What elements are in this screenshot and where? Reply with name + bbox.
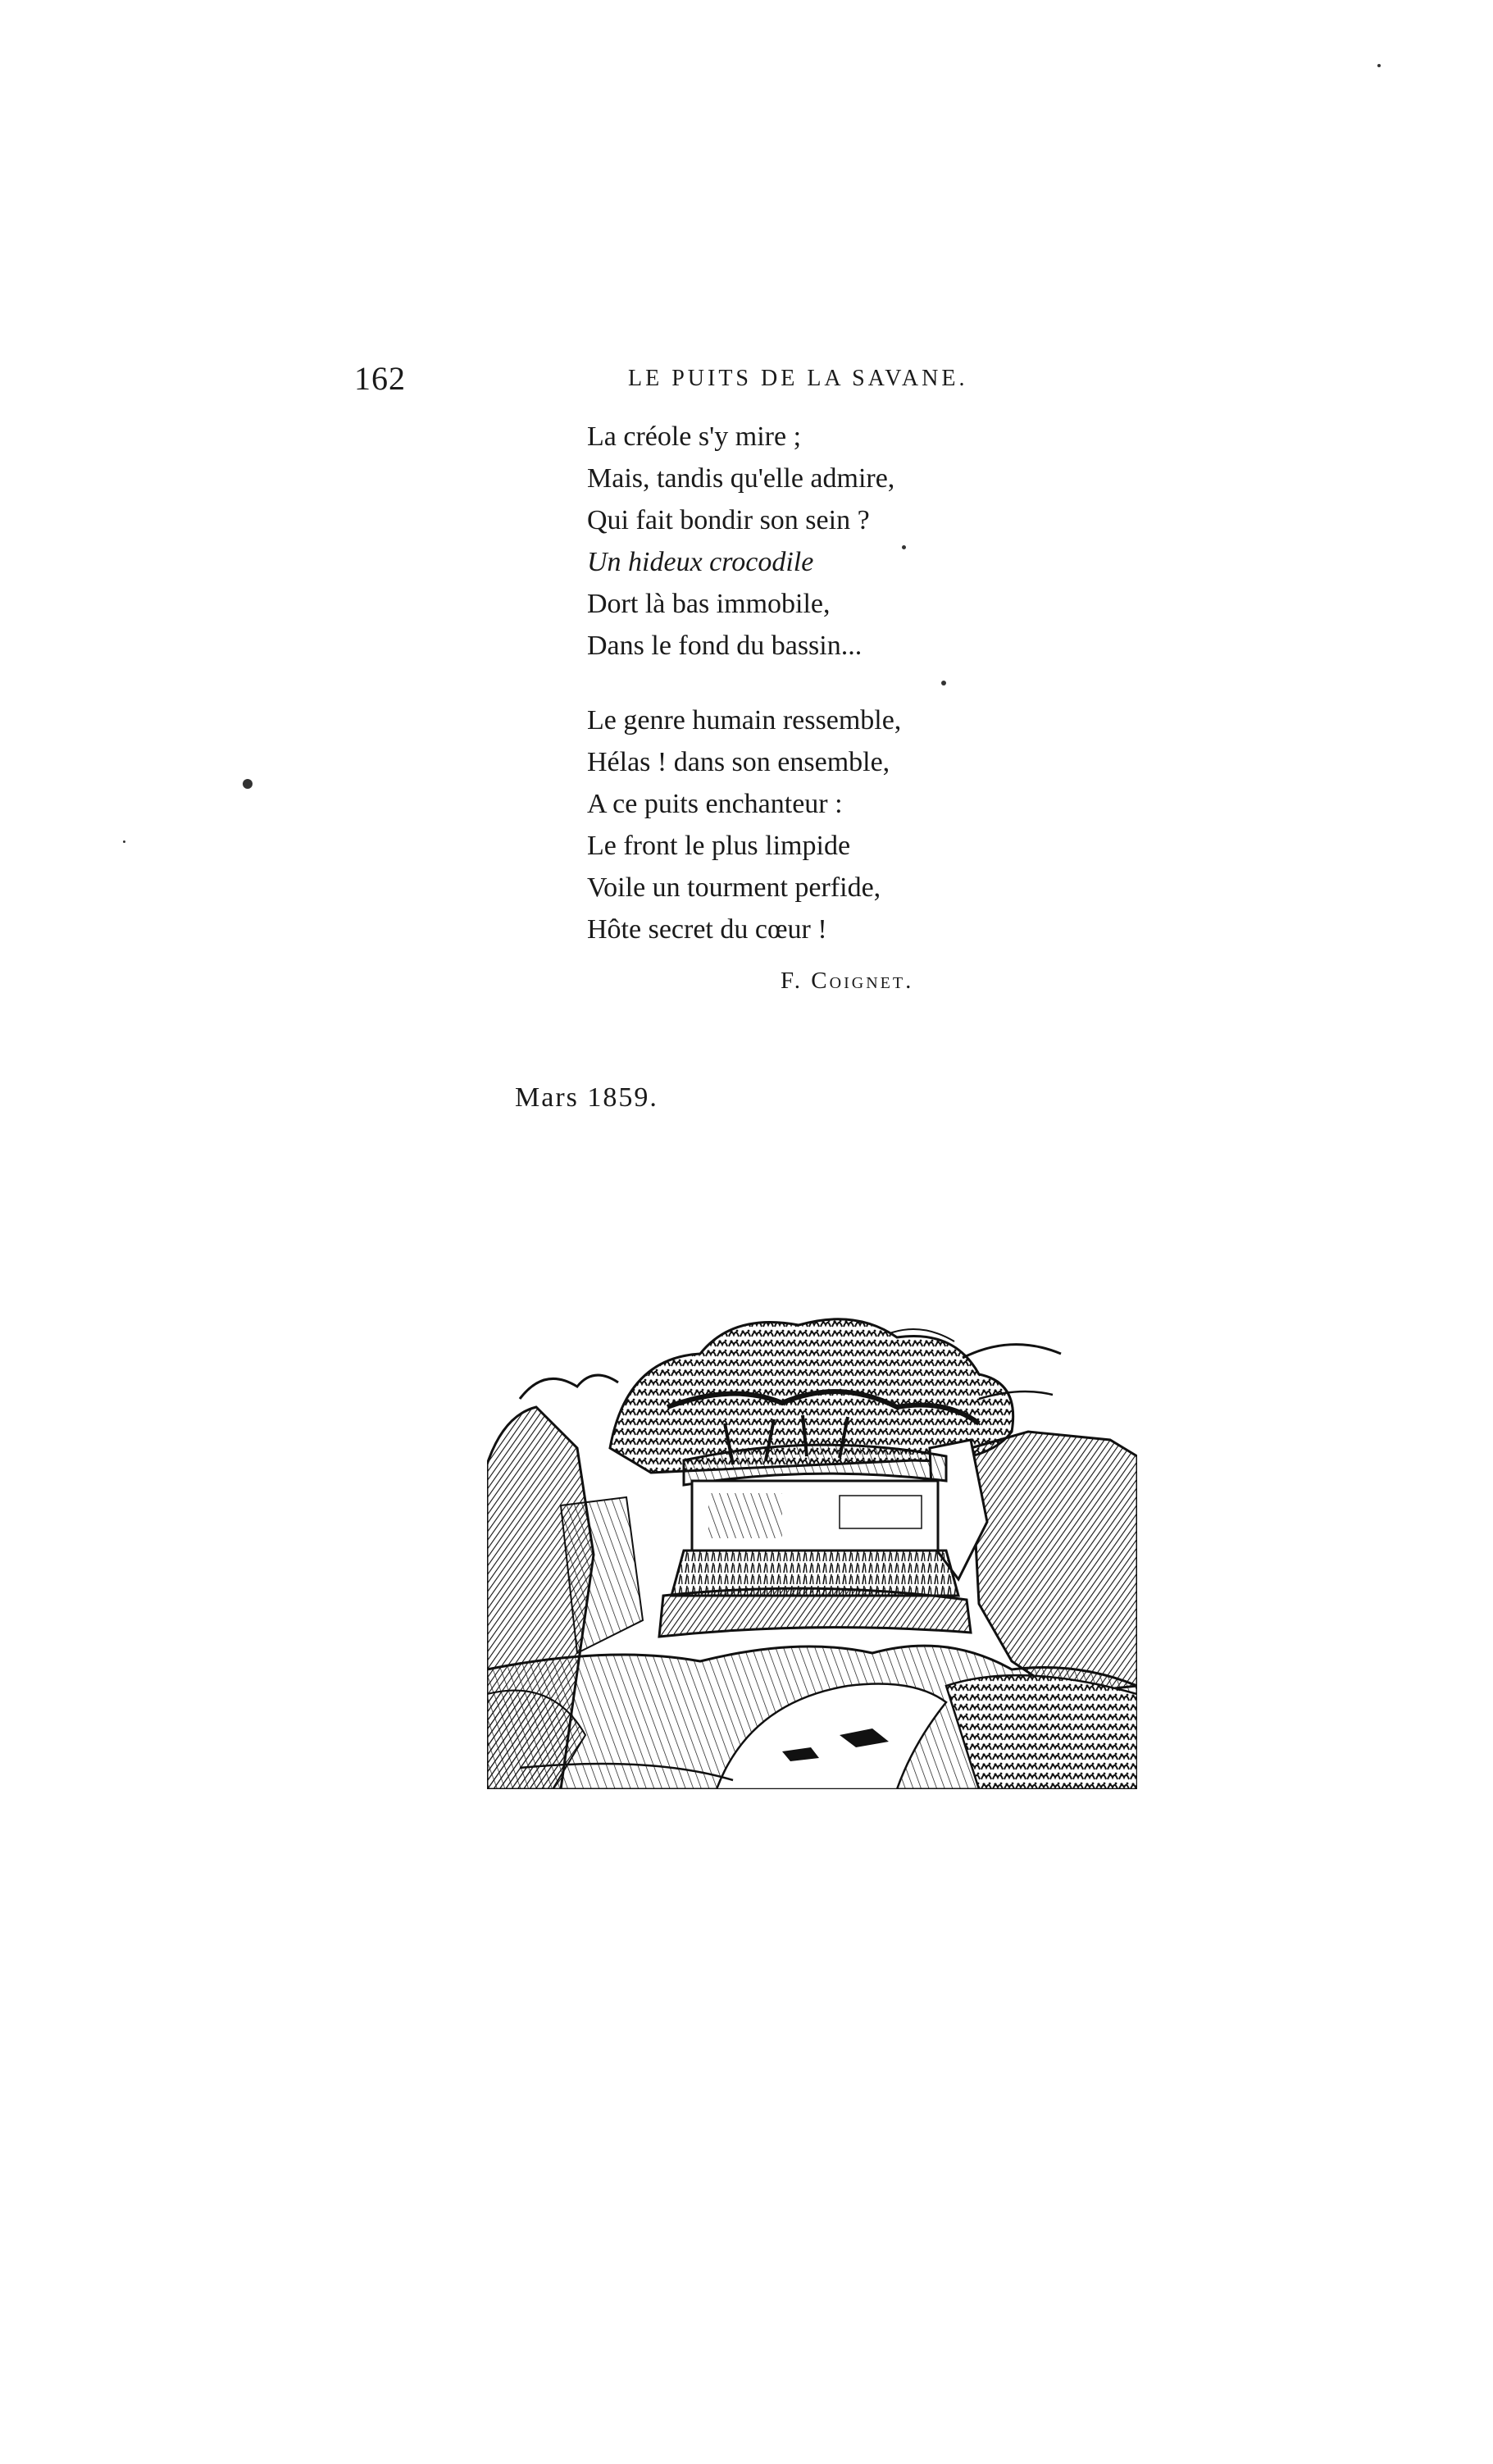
- cloud-stroke: [520, 1375, 618, 1399]
- verse-line: Dans le fond du bassin...: [587, 631, 863, 661]
- well-basin: [659, 1588, 971, 1637]
- verse-line: Mais, tandis qu'elle admire,: [587, 463, 895, 494]
- page-number: 162: [354, 360, 406, 397]
- dateline: Mars 1859.: [515, 1082, 658, 1113]
- verse-line: Le front le plus limpide: [587, 831, 851, 861]
- stanza-2: [587, 699, 901, 950]
- verse-line: Un hideux crocodile: [587, 547, 814, 577]
- verse-line: Voile un tourment perfide,: [587, 872, 881, 903]
- ink-speck: [123, 840, 125, 843]
- verse-line: Le genre humain ressemble,: [587, 705, 902, 736]
- well-vignette-illustration: [487, 1309, 1137, 1789]
- running-head: LE PUITS DE LA SAVANE.: [628, 366, 968, 391]
- verse-line: Dort là bas immobile,: [587, 589, 831, 619]
- verse-line: La créole s'y mire ;: [587, 421, 802, 452]
- right-rocks: [971, 1432, 1137, 1694]
- verse-line: A ce puits enchanteur :: [587, 789, 843, 819]
- verse-line: Hélas ! dans son ensemble,: [587, 747, 890, 777]
- author-signature: F. Coignet.: [781, 968, 914, 994]
- ink-speck: [902, 545, 906, 549]
- ink-speck: [243, 779, 253, 789]
- verse-line: Hôte secret du cœur !: [587, 914, 827, 945]
- stanza-1: [587, 416, 894, 667]
- ink-speck: [1377, 64, 1381, 67]
- ink-speck: [941, 681, 946, 685]
- verse-line: Qui fait bondir son sein ?: [587, 505, 870, 535]
